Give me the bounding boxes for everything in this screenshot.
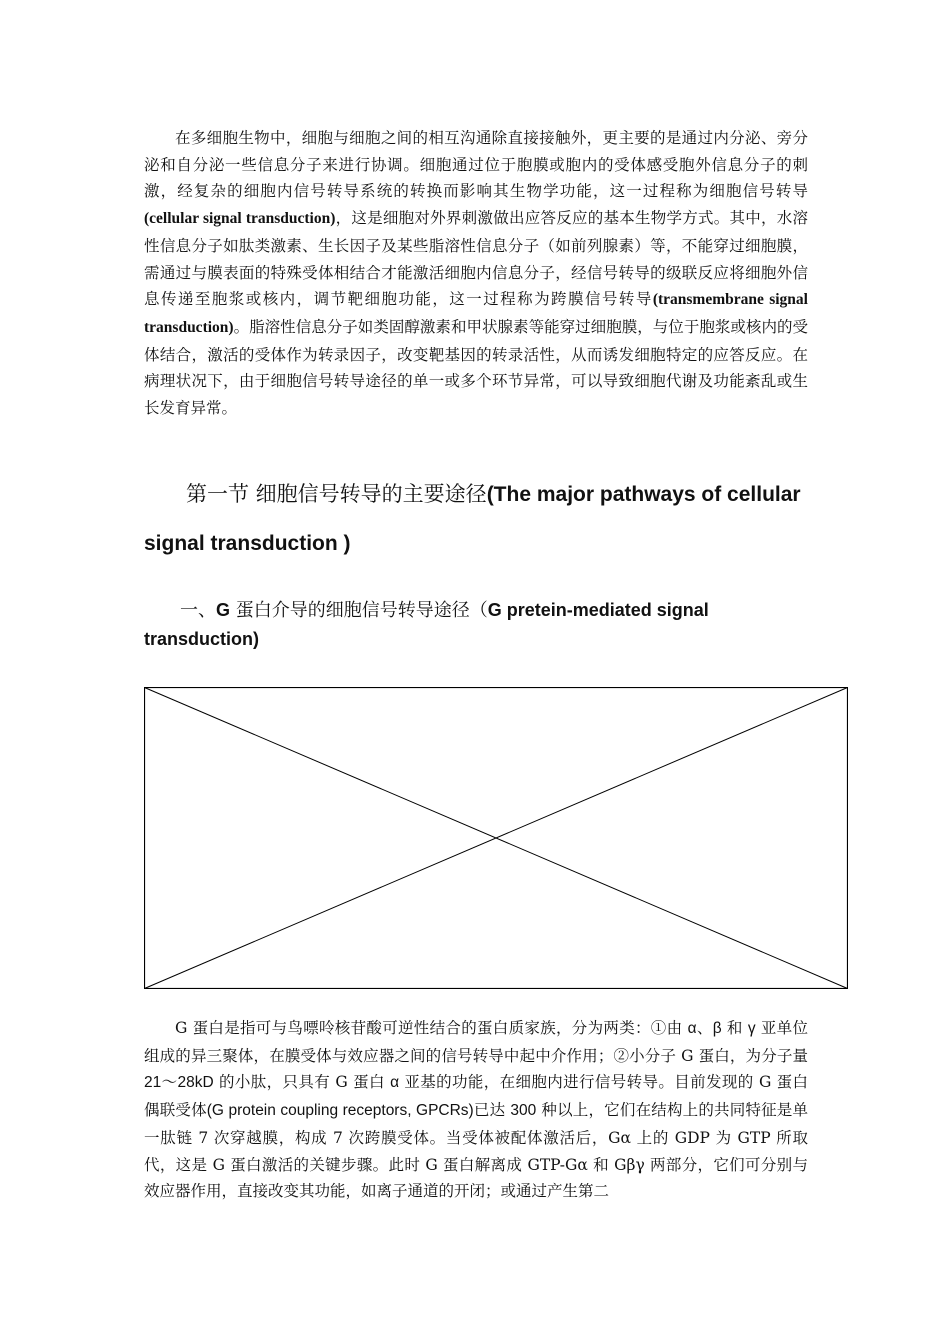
- subsection-heading-en-2: G pretein-mediated signal transduction): [144, 600, 709, 649]
- intro-text-1: 在多细胞生物中，细胞与细胞之间的相互沟通除直接接触外，更主要的是通过内分泌、旁分泌和自分泌一些信息分子来进行协调。细胞通过位于胞膜或胞内的受体感受胞外信息分子的刺激，经复杂的细胞内信号转导系统的转换而影响其生物学功能，这一过程称为细胞信号转导: [144, 129, 808, 201]
- gamma-symbol: γ: [747, 1020, 756, 1037]
- gprotein-text-8: 种以上，它们在结构上的共同特征是单一肽链 7 次穿越膜，构成 7 次跨膜受体。当受体被配体激活后，Gα 上的 GDP 为 GTP 所取代，这是 G 蛋白激活的关键步骤。此时 G 蛋白解离成 GTP-Gα 和 Gβγ 两部分，它们可分别与效应器作用，直接改变其功能，如离子通道的开闭；或通过产生第二: [144, 1101, 808, 1201]
- section-heading-en: (The major pathways of cellular signal transduction ): [144, 483, 801, 555]
- subsection-heading-zh-2: 蛋白介导的细胞信号转导途径（: [230, 600, 488, 621]
- gprotein-text-4: 亚单位组成的异三聚体，在膜受体与效应器之间的信号转导中起中介作用；②小分子 G 蛋白，为分子量: [144, 1019, 808, 1065]
- gprotein-text-6: 亚基的功能，在细胞内进行信号转导。目前发现的 G 蛋白偶联受体: [144, 1073, 808, 1120]
- gprotein-text-2: 、: [696, 1019, 713, 1037]
- intro-paragraph: [144, 125, 808, 422]
- intro-text-3: 。脂溶性信息分子如类固醇激素和甲状腺素等能穿过细胞膜，与位于胞浆或核内的受体结合，激活的受体作为转录因子，改变靶基因的转录活性，从而诱发细胞特定的应答反应。在病理状况下，由于细胞信号转导途径的单一或多个环节异常，可以导致细胞代谢及功能紊乱或生长发育异常。: [144, 317, 808, 418]
- alpha-symbol: α: [687, 1020, 697, 1037]
- subsection-heading-zh-1: 一、: [180, 600, 216, 621]
- term-cellular-signal-transduction: (cellular signal transduction): [144, 210, 336, 228]
- gprotein-text-3: 和: [721, 1019, 748, 1037]
- section-heading: [144, 470, 808, 568]
- molecular-weight: 21～28kD: [144, 1074, 214, 1092]
- image-placeholder: [144, 687, 848, 989]
- alpha-subunit-symbol: α: [390, 1074, 400, 1092]
- term-transmembrane-signal-transduction: (transmembrane signal transduction): [144, 291, 808, 336]
- beta-symbol: β: [712, 1020, 722, 1037]
- gprotein-text-5: 的小肽，只具有 G 蛋白: [213, 1073, 391, 1092]
- gpcr-count: 300: [510, 1102, 537, 1120]
- intro-text-2: ，这是细胞对外界刺激做出应答反应的基本生物学方式。其中，水溶性信息分子如肽类激素、生长因子及某些脂溶性信息分子（如前列腺素）等，不能穿过细胞膜，需通过与膜表面的特殊受体相结合才能激活细胞内信息分子，经信号转导的级联反应将细胞外信息传递至胞浆或核内，调节靶细胞功能，这一过程称为跨膜信号转导: [144, 209, 808, 309]
- section-heading-zh: 第一节 细胞信号转导的主要途径: [186, 482, 487, 506]
- subsection-heading-en-1: G: [216, 600, 231, 620]
- gpcr-term: (G protein coupling receptors, GPCRs): [206, 1102, 474, 1120]
- gprotein-text-1: G 蛋白是指可与鸟嘌呤核苷酸可逆性结合的蛋白质家族，分为两类：①由: [175, 1019, 688, 1037]
- g-protein-paragraph: [144, 1015, 808, 1205]
- gprotein-text-7: 已达: [473, 1101, 511, 1120]
- subsection-heading: [144, 596, 808, 654]
